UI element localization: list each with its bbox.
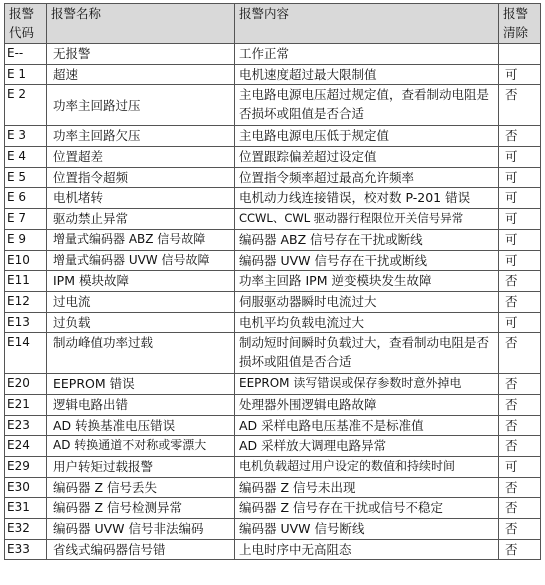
table-row [5, 539, 541, 560]
alarm-clear: 否 [499, 394, 541, 415]
alarm-name: 制动峰值功率过载 [47, 333, 235, 374]
alarm-code: E21 [5, 394, 47, 415]
alarm-content: 制动短时间瞬时负载过大，查看制动电阻是否损坏或阻值是否合适 [235, 333, 499, 374]
table-row [5, 291, 541, 312]
alarm-name: 超速 [47, 64, 235, 85]
alarm-clear: 否 [499, 126, 541, 147]
table-row [5, 64, 541, 85]
table-row [5, 167, 541, 188]
alarm-name: 功率主回路过压 [47, 85, 235, 126]
table-row [5, 394, 541, 415]
alarm-name: EEPROM 错误 [47, 374, 235, 395]
alarm-name: 驱动禁止异常 [47, 209, 235, 230]
alarm-clear: 否 [499, 333, 541, 374]
header-clear: 报警清除 [499, 4, 541, 44]
alarm-content: CCWL、CWL 驱动器行程限位开关信号异常 [235, 209, 499, 230]
alarm-table [4, 3, 541, 560]
table-row [5, 436, 541, 457]
alarm-code: E 7 [5, 209, 47, 230]
alarm-code: E 5 [5, 167, 47, 188]
alarm-name: 功率主回路欠压 [47, 126, 235, 147]
alarm-clear: 可 [499, 229, 541, 250]
table-row [5, 250, 541, 271]
table-row [5, 374, 541, 395]
alarm-code: E20 [5, 374, 47, 395]
alarm-code: E23 [5, 415, 47, 436]
alarm-code: E 3 [5, 126, 47, 147]
alarm-name: 增量式编码器 UVW 信号故障 [47, 250, 235, 271]
header-code: 报警代码 [5, 4, 47, 44]
alarm-content: 电机平均负载电流过大 [235, 312, 499, 333]
alarm-name: 逻辑电路出错 [47, 394, 235, 415]
alarm-code: E 2 [5, 85, 47, 126]
table-row [5, 457, 541, 478]
table-row [5, 229, 541, 250]
alarm-name: 编码器 UVW 信号非法编码 [47, 519, 235, 540]
alarm-clear: 否 [499, 477, 541, 498]
alarm-content: 电机速度超过最大限制值 [235, 64, 499, 85]
alarm-code: E32 [5, 519, 47, 540]
table-row [5, 209, 541, 230]
alarm-clear: 可 [499, 250, 541, 271]
alarm-code: E14 [5, 333, 47, 374]
alarm-name: 位置超差 [47, 147, 235, 168]
alarm-code: E 4 [5, 147, 47, 168]
alarm-clear: 否 [499, 291, 541, 312]
alarm-clear: 否 [499, 85, 541, 126]
table-row [5, 498, 541, 519]
alarm-clear: 可 [499, 457, 541, 478]
alarm-content: 电机负载超过用户设定的数值和持续时间 [235, 457, 499, 478]
alarm-code: E-- [5, 44, 47, 65]
alarm-code: E 1 [5, 64, 47, 85]
table-row [5, 188, 541, 209]
alarm-code: E29 [5, 457, 47, 478]
alarm-name: 增量式编码器 ABZ 信号故障 [47, 229, 235, 250]
alarm-name: AD 转换基准电压错误 [47, 415, 235, 436]
alarm-content: 编码器 Z 信号未出现 [235, 477, 499, 498]
alarm-content: 功率主回路 IPM 逆变模块发生故障 [235, 271, 499, 292]
table-header [5, 4, 541, 44]
alarm-name: AD 转换通道不对称或零漂大 [47, 436, 235, 457]
alarm-code: E24 [5, 436, 47, 457]
alarm-clear: 可 [499, 188, 541, 209]
alarm-content: 位置跟踪偏差超过设定值 [235, 147, 499, 168]
alarm-code: E12 [5, 291, 47, 312]
alarm-code: E33 [5, 539, 47, 560]
table-row [5, 415, 541, 436]
alarm-content: 伺服驱动器瞬时电流过大 [235, 291, 499, 312]
alarm-content: 编码器 Z 信号存在干扰或信号不稳定 [235, 498, 499, 519]
alarm-clear: 可 [499, 64, 541, 85]
table-row [5, 519, 541, 540]
table-row [5, 271, 541, 292]
alarm-content: 主电路电源电压超过规定值，查看制动电阻是否损坏或阻值是否合适 [235, 85, 499, 126]
alarm-code: E 6 [5, 188, 47, 209]
header-content: 报警内容 [235, 4, 499, 44]
alarm-content: 电机动力线连接错误，校对数 P-201 错误 [235, 188, 499, 209]
alarm-code: E10 [5, 250, 47, 271]
alarm-content: 处理器外围逻辑电路故障 [235, 394, 499, 415]
alarm-name: 电机堵转 [47, 188, 235, 209]
alarm-clear [499, 44, 541, 65]
alarm-code: E 9 [5, 229, 47, 250]
alarm-content: 编码器 ABZ 信号存在干扰或断线 [235, 229, 499, 250]
alarm-content: 位置指令频率超过最高允许频率 [235, 167, 499, 188]
alarm-content: 编码器 UVW 信号断线 [235, 519, 499, 540]
alarm-content: 上电时序中无高阻态 [235, 539, 499, 560]
alarm-content: AD 采样电路电压基准不是标准值 [235, 415, 499, 436]
alarm-name: 省线式编码器信号错 [47, 539, 235, 560]
table-body [5, 44, 541, 560]
alarm-clear: 可 [499, 312, 541, 333]
table-row [5, 44, 541, 65]
alarm-clear: 否 [499, 415, 541, 436]
alarm-clear: 否 [499, 436, 541, 457]
header-row [5, 4, 541, 44]
alarm-content: 编码器 UVW 信号存在干扰或断线 [235, 250, 499, 271]
alarm-name: 编码器 Z 信号检测异常 [47, 498, 235, 519]
alarm-name: 无报警 [47, 44, 235, 65]
table-row [5, 477, 541, 498]
alarm-content: EEPROM 读写错误或保存参数时意外掉电 [235, 374, 499, 395]
table-row [5, 147, 541, 168]
table-row [5, 312, 541, 333]
alarm-code: E31 [5, 498, 47, 519]
alarm-code: E30 [5, 477, 47, 498]
table-row [5, 333, 541, 374]
alarm-clear: 可 [499, 167, 541, 188]
alarm-name: 过电流 [47, 291, 235, 312]
alarm-name: 编码器 Z 信号丢失 [47, 477, 235, 498]
alarm-name: 位置指令超频 [47, 167, 235, 188]
alarm-clear: 否 [499, 498, 541, 519]
alarm-content: 工作正常 [235, 44, 499, 65]
table-row [5, 126, 541, 147]
alarm-name: IPM 模块故障 [47, 271, 235, 292]
alarm-clear: 否 [499, 519, 541, 540]
alarm-clear: 否 [499, 271, 541, 292]
alarm-content: AD 采样放大调理电路异常 [235, 436, 499, 457]
header-name: 报警名称 [47, 4, 235, 44]
alarm-clear: 否 [499, 539, 541, 560]
alarm-name: 过负载 [47, 312, 235, 333]
alarm-clear: 可 [499, 147, 541, 168]
alarm-code: E11 [5, 271, 47, 292]
alarm-name: 用户转矩过载报警 [47, 457, 235, 478]
alarm-clear: 可 [499, 209, 541, 230]
alarm-code: E13 [5, 312, 47, 333]
alarm-clear: 否 [499, 374, 541, 395]
alarm-table-container [4, 3, 540, 560]
table-row [5, 85, 541, 126]
alarm-content: 主电路电源电压低于规定值 [235, 126, 499, 147]
